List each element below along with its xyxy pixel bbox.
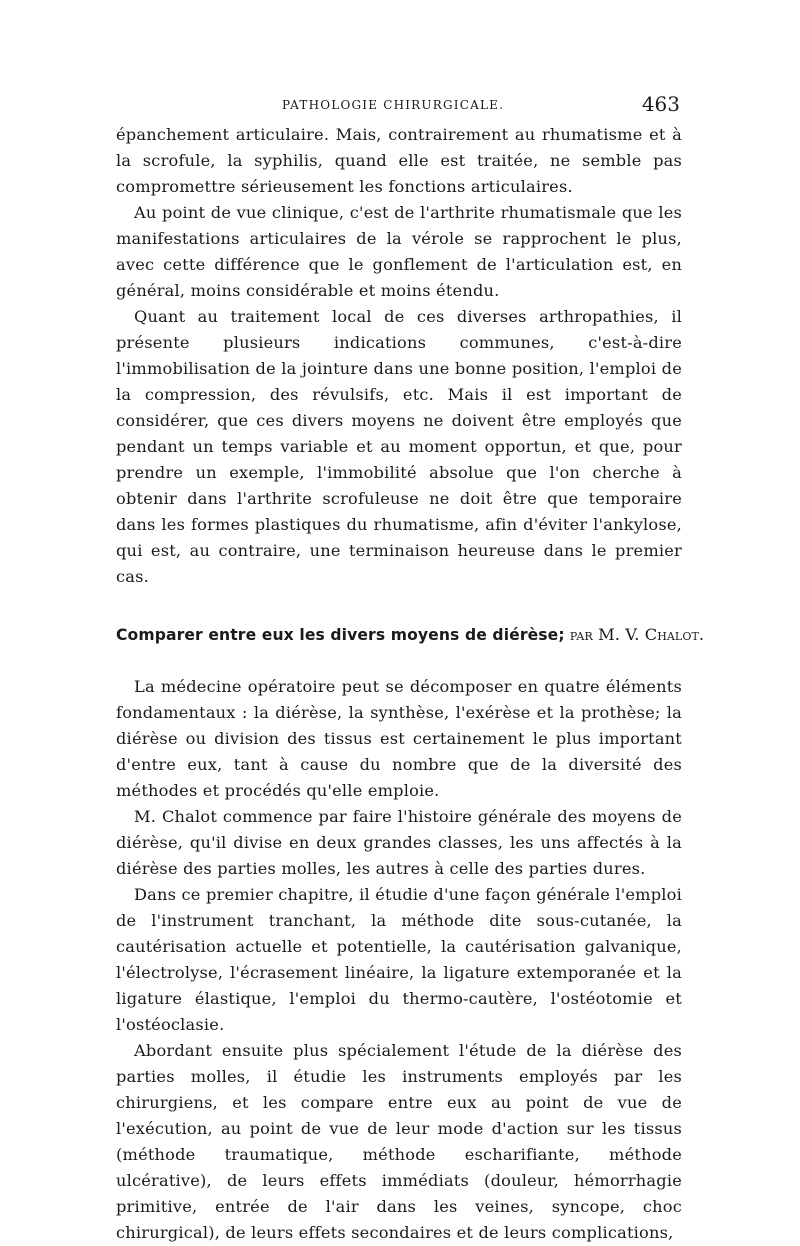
document-page (116, 92, 705, 1246)
paragraph: Dans ce premier chapitre, il étudie d'une façon générale l'emploi de l'instrument tranchant, la méthode dite sous-cutanée, la cautérisation actuelle et potentielle, la cautérisation galvanique, l'électrolyse, l'écrasement linéaire, la ligature extemporanée et la ligature élastique, l'emploi du thermo-cautère, l'ostéotomie et l'ostéoclasie. (116, 885, 682, 1034)
section-author: par M. V. Chalot. (564, 625, 705, 644)
paragraph: Abordant ensuite plus spécialement l'étude de la diérèse des parties molles, il étudie les instruments employés par les chirurgiens, et les compare entre eux au point de vue de l'exécution, au point de vue de leur mode d'action sur les tissus (méthode traumatique, méthode escharifiante, méthode ulcérative), de leurs effets immédiats (douleur, hémorrhagie primitive, entrée de l'air dans les veines, syncope, choc chirurgical), de leurs effets secondaires et de leurs complications, (116, 1041, 682, 1242)
running-header (116, 92, 682, 120)
paragraph: La médecine opératoire peut se décomposer en quatre éléments fondamentaux : la diérèse, la synthèse, l'exérèse et la prothèse; la diérèse ou division des tissus est certainement le plus important d'entre eux, tant à cause du nombre que de la diversité des méthodes et procédés qu'elle emploie. (116, 677, 682, 800)
paragraph-continuation: épanchement articulaire. Mais, contrairement au rhumatisme et à la scrofule, la syphilis, quand elle est traitée, ne semble pas compromettre sérieusement les fonctions articulaires. (116, 125, 682, 196)
page-number: 463 (641, 92, 680, 116)
section-title: Comparer entre eux les divers moyens de diérèse; (116, 626, 565, 644)
paragraph: Quant au traitement local de ces diverses arthropathies, il présente plusieurs indications communes, c'est-à-dire l'immobilisation de la jointure dans une bonne position, l'emploi de la compression, des révulsifs, etc. Mais il est important de considérer, que ces divers moyens ne doivent être employés que pendant un temps variable et au moment opportun, et que, pour prendre un exemple, l'immobilité absolue que l'on cherche à obtenir dans l'arthrite scrofuleuse ne doit être que temporaire dans les formes plastiques du rhumatisme, afin d'éviter l'ankylose, qui est, au contraire, une terminaison heureuse dans le premier cas. (116, 307, 682, 586)
paragraph: Au point de vue clinique, c'est de l'arthrite rhumatismale que les manifestations articulaires de la vérole se rapprochent le plus, avec cette différence que le gonflement de l'articulation est, en général, moins considérable et moins étendu. (116, 203, 682, 300)
paragraph: M. Chalot commence par faire l'histoire générale des moyens de diérèse, qu'il divise en deux grandes classes, les uns affectés à la diérèse des parties molles, les autres à celle des parties dures. (116, 807, 682, 878)
running-title: PATHOLOGIE CHIRURGICALE. (282, 98, 505, 112)
section-heading (116, 622, 705, 648)
